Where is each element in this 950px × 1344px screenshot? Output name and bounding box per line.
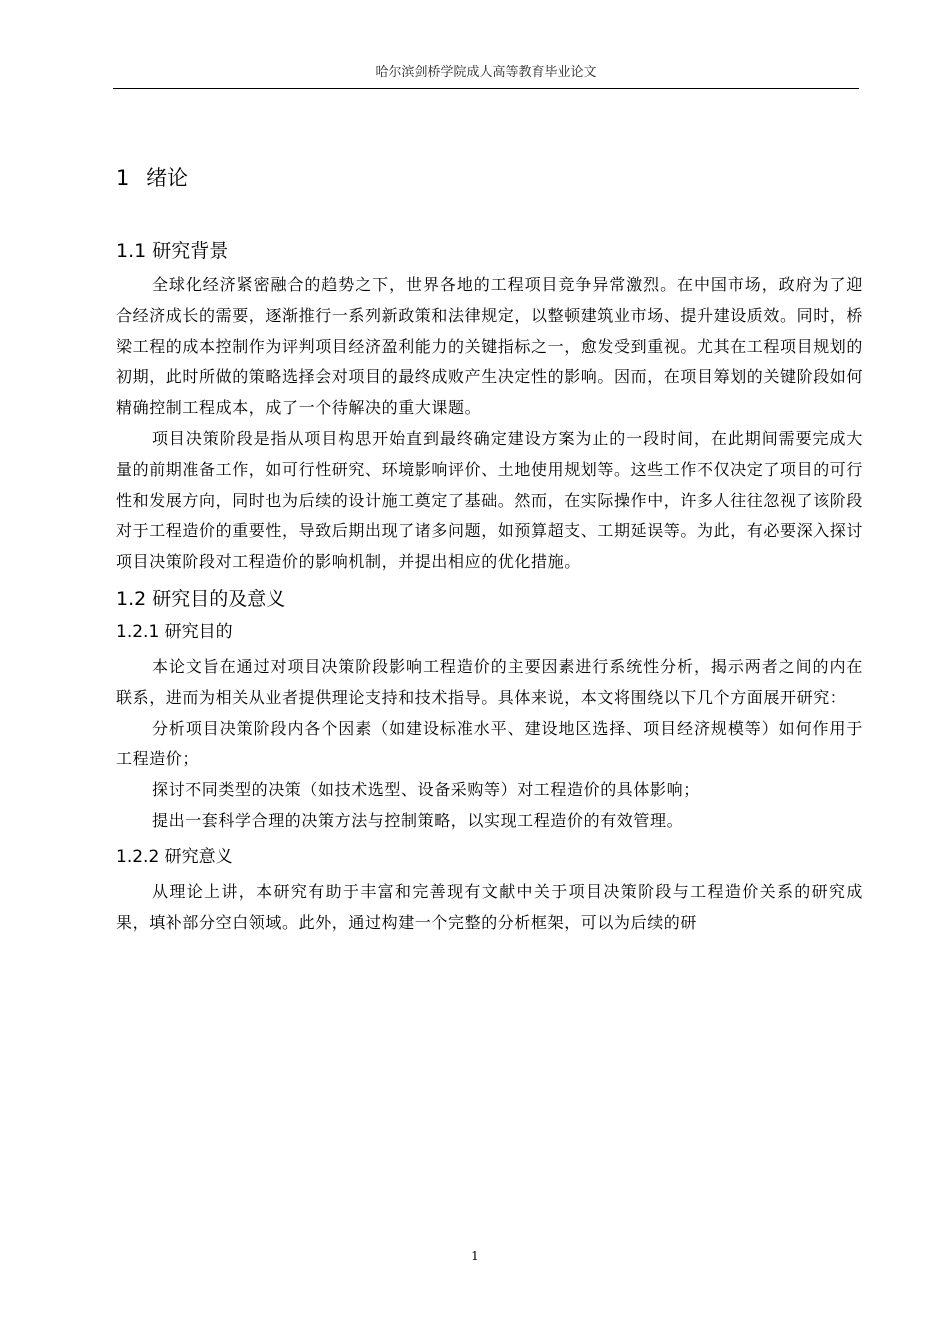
subsection-heading-1-2-2: 1.2.2 研究意义: [116, 846, 233, 867]
chapter-title: 绪论: [146, 166, 189, 190]
paragraph: 本论文旨在通过对项目决策阶段影响工程造价的主要因素进行系统性分析，揭示两者之间的内在联系，进而为相关从业者提供理论支持和技术指导。具体来说，本文将围绕以下几个方面展开研究：: [116, 656, 863, 707]
list-paragraph: 分析项目决策阶段内各个因素（如建设标准水平、建设地区选择、项目经济规模等）如何作用于工程造价；: [116, 718, 863, 769]
header-rule: [113, 88, 859, 89]
list-paragraph: 探讨不同类型的决策（如技术选型、设备采购等）对工程造价的具体影响；: [152, 780, 700, 800]
page-number: 1: [471, 1249, 479, 1263]
running-header: 哈尔滨剑桥学院成人高等教育毕业论文: [375, 65, 597, 80]
chapter-number: 1: [116, 166, 130, 190]
chapter-heading: [116, 160, 863, 196]
paragraph: 从理论上讲，本研究有助于丰富和完善现有文献中关于项目决策阶段与工程造价关系的研究成果，填补部分空白领域。此外，通过构建一个完整的分析框架，可以为后续的研: [116, 881, 863, 932]
body-text: [116, 160, 863, 938]
paragraph: 全球化经济紧密融合的趋势之下，世界各地的工程项目竞争异常激烈。在中国市场，政府为了迎合经济成长的需要，逐渐推行一系列新政策和法律规定，以整顿建筑业市场、提升建设质效。同时，桥梁工程的成本控制作为评判项目经济盈利能力的关键指标之一，愈发受到重视。尤其在工程项目规划的初期，此时所做的策略选择会对项目的最终成败产生决定性的影响。因而，在项目筹划的关键阶段如何精确控制工程成本，成了一个待解决的重大课题。: [116, 275, 864, 418]
section-heading-1-2: 1.2 研究目的及意义: [116, 587, 286, 610]
list-paragraph: 提出一套科学合理的决策方法与控制策略，以实现工程造价的有效管理。: [152, 810, 684, 830]
paragraph: 项目决策阶段是指从项目构思开始直到最终确定建设方案为止的一段时间，在此期间需要完成大量的前期准备工作，如可行性研究、环境影响评价、土地使用规划等。这些工作不仅决定了项目的可行性和发展方向，同时也为后续的设计施工奠定了基础。然而，在实际操作中，许多人往往忽视了该阶段对于工程造价的重要性，导致后期出现了诸多问题，如预算超支、工期延误等。为此，有必要深入探讨项目决策阶段对工程造价的影响机制，并提出相应的优化措施。: [116, 428, 864, 572]
section-heading-1-1: 1.1 研究背景: [116, 240, 229, 262]
subsection-heading-1-2-1: 1.2.1 研究目的: [116, 621, 233, 642]
